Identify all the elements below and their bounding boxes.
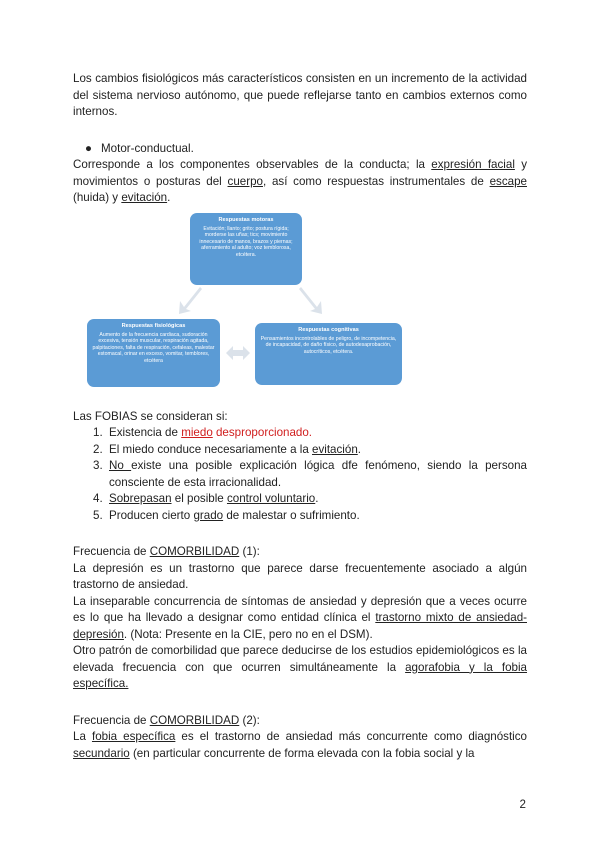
cognitive-responses-box [255, 323, 402, 385]
motor-responses-box [190, 213, 302, 285]
physiological-responses-box [87, 319, 220, 387]
text-segment: Frecuencia de [73, 545, 150, 558]
comorbidity-section-2 [73, 713, 527, 763]
text-segment: desproporcionado. [212, 426, 313, 439]
text-segment: El miedo conduce necesariamente a la [109, 442, 313, 456]
intro-paragraph: Los cambios fisiológicos más característicos consisten en un incremento de la actividad del sistema nervioso autónomo, que puede reflejarse tanto en cambios externos como internos. [73, 72, 527, 118]
fobias-section [73, 409, 527, 525]
bullet-motor-conductual [73, 141, 527, 158]
underlined-term: expresión facial [431, 158, 515, 171]
text-segment: . [357, 442, 362, 456]
text-segment: de malestar o sufrimiento. [223, 508, 360, 522]
comorbidity-heading-1 [73, 544, 527, 561]
text-segment: . [315, 492, 319, 505]
text-segment: y movimientos o posturas del [73, 158, 527, 188]
list-number: 2. [93, 442, 103, 456]
text-segment: (1): [239, 545, 260, 558]
document-page [73, 71, 527, 762]
text-segment: Existencia de [109, 426, 182, 439]
underlined-term: fobia específica [91, 730, 176, 743]
list-number: 4. [93, 492, 103, 505]
list-number: 3. [93, 459, 103, 472]
comorbidity-heading-2 [73, 713, 527, 730]
comorbidity-2-paragraph-1 [73, 729, 527, 762]
underlined-term: agorafobia y la fobia específica. [73, 660, 528, 690]
text-segment: La [73, 730, 92, 743]
physiological-responses-title: Respuestas fisiológicas [121, 322, 186, 329]
list-item [93, 442, 527, 459]
list-number: 5. [93, 508, 103, 522]
cognitive-responses-body: Pensamientos incontrolables de peligro, de incompetencia, de incapacidad, de daño físico, de autodesaprobación, autocríticos, etcétera. [260, 335, 397, 355]
comorbidity-section-1 [73, 544, 527, 693]
motor-paragraph [73, 157, 527, 207]
motor-responses-body: Evitación; llanto; grito; postura rígida; morderse las uñas; tics; movimiento innecesario de manos, brazos y piernas; aferramiento al adulto; voz temblorosa, etcétera. [199, 225, 293, 258]
underlined-term: secundario [73, 746, 130, 760]
motor-responses-title: Respuestas motoras [218, 216, 274, 223]
fobias-intro: Las FOBIAS se consideran si: [73, 409, 228, 423]
text-segment: . (Nota: Presente en la CIE, pero no en el DSM). [123, 627, 373, 641]
underlined-term: evitación [121, 191, 168, 204]
text-segment: existe una posible explicación lógica dfe fenómeno, siendo la persona consciente de esta irracionalidad. [109, 459, 527, 489]
underlined-term: miedo [181, 426, 213, 439]
page-number: 2 [519, 798, 526, 811]
text-segment: , así como respuestas instrumentales de [262, 174, 490, 188]
list-item [93, 425, 527, 442]
text-segment: (en particular concurrente de forma elevada con la fobia social y la [129, 746, 475, 760]
underlined-term: COMORBILIDAD [149, 545, 240, 558]
underlined-term: grado [193, 508, 224, 522]
text-segment: Otro patrón de comorbilidad que parece deducirse de los estudios epidemiológicos es la elevada frecuencia con que ocurren simultáneamente la [73, 644, 527, 674]
physiological-responses-body: Aumento de la frecuencia cardiaca, sudoración excesiva, tensión muscular, respiración agitada, palpitaciones, falta de respiración, cefaleas, malestar estomacal, orinar en exceso, vomitar, temblores, etcétera [92, 331, 215, 364]
bullet-label: Motor-conductual. [101, 141, 194, 155]
list-item [93, 491, 527, 508]
text-segment: Corresponde a los componentes observables de la conducta; la [73, 158, 432, 171]
underlined-term: trastorno mixto de ansiedad- depresión [73, 611, 527, 641]
underlined-term: Sobrepasan [109, 492, 172, 505]
text-segment: es el trastorno de ansiedad más concurrente como diagnóstico [175, 730, 528, 743]
text-segment: La inseparable concurrencia de síntomas de ansiedad y depresión que a veces ocurre es lo que ha llevado a designar como entidad clínica el [73, 594, 527, 624]
text-segment: (2): [239, 713, 260, 727]
text-segment: . [167, 191, 171, 204]
underlined-term: escape [489, 174, 527, 188]
text-segment: Frecuencia de [73, 713, 150, 727]
text-segment: Producen cierto [109, 508, 194, 522]
underlined-term: No [109, 459, 132, 472]
underlined-term: cuerpo [227, 174, 263, 188]
list-item [93, 508, 527, 525]
arrow-left-icon [178, 285, 204, 315]
underlined-term: control voluntario [226, 492, 316, 505]
comorbidity-1-paragraph-3 [73, 643, 527, 693]
comorbidity-1-paragraph-1: La depresión es un trastorno que parece darse frecuentemente asociado a algún trastorno de ansiedad. [73, 561, 527, 591]
cognitive-responses-title: Respuestas cognitivas [298, 326, 359, 333]
responses-diagram [87, 213, 417, 397]
underlined-term: evitación [312, 442, 358, 456]
double-arrow-icon [225, 345, 251, 361]
arrow-right-icon [297, 285, 323, 315]
underlined-term: COMORBILIDAD [149, 713, 240, 727]
fobias-list [73, 425, 527, 524]
list-number: 1. [93, 426, 103, 439]
text-segment: (huida) y [73, 191, 122, 204]
text-segment: el posible [171, 492, 227, 505]
bullet-dot-icon: ● [85, 141, 93, 155]
list-item [93, 458, 527, 491]
comorbidity-1-paragraph-2 [73, 594, 527, 644]
